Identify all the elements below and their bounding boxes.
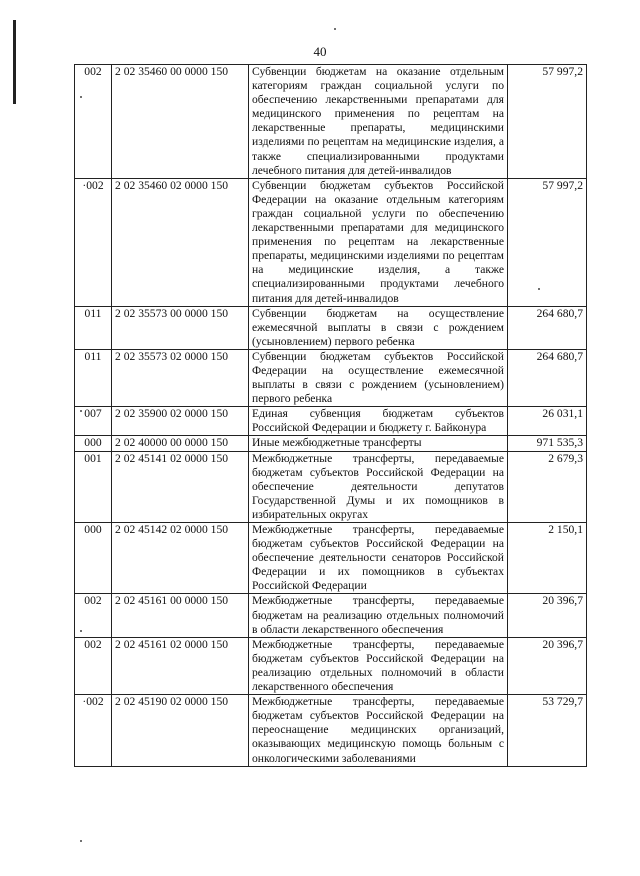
budget-classification-code-cell: 2 02 40000 00 0000 150	[112, 436, 249, 451]
revenue-name-cell: Субвенции бюджетам на осуществление ежемесячной выплаты в связи с рождением (усыновлением) первого ребенка	[249, 306, 508, 349]
scan-margin-mark	[13, 20, 16, 104]
admin-code-cell: 002	[75, 594, 112, 637]
revenue-name-cell: Субвенции бюджетам на оказание отдельным категориям граждан социальной услуги по обеспечению лекарственными препаратами для медицинского применения по рецептам на лекарственные препараты, медицинскими изделиями по рецептам на медицинские изделия, а также специализированными продуктами лечебного питания для детей-инвалидов	[249, 65, 508, 179]
table-row	[75, 436, 587, 451]
amount-cell: 2 679,3	[508, 451, 587, 522]
revenue-name-cell: Межбюджетные трансферты, передаваемые бюджетам субъектов Российской Федерации на обеспечение деятельности депутатов Государственной Думы и их помощников в избирательных округах	[249, 451, 508, 522]
budget-classification-code-cell: 2 02 45142 02 0000 150	[112, 523, 249, 594]
amount-cell: 971 535,3	[508, 436, 587, 451]
admin-code-cell: 000	[75, 436, 112, 451]
table-row	[75, 349, 587, 406]
page-number: 40	[313, 44, 327, 59]
budget-classification-code-cell: 2 02 45161 02 0000 150	[112, 637, 249, 694]
budget-table	[74, 64, 587, 767]
admin-code-cell: 011	[75, 306, 112, 349]
admin-code-cell: 001	[75, 451, 112, 522]
budget-table-body	[75, 65, 587, 767]
revenue-name-cell: Межбюджетные трансферты, передаваемые бюджетам на реализацию отдельных полномочий в области лекарственного обеспечения	[249, 594, 508, 637]
scan-speck	[80, 840, 82, 842]
amount-cell: 20 396,7	[508, 594, 587, 637]
admin-code-cell: 000	[75, 523, 112, 594]
table-row	[75, 594, 587, 637]
revenue-name-cell: Межбюджетные трансферты, передаваемые бюджетам субъектов Российской Федерации на обеспечение деятельности сенаторов Российской Федерации и их помощников в субъектах Российской Федерации	[249, 523, 508, 594]
admin-code-cell: 011	[75, 349, 112, 406]
amount-cell: 264 680,7	[508, 349, 587, 406]
revenue-name-cell: Единая субвенция бюджетам субъектов Российской Федерации и бюджету г. Байконура	[249, 407, 508, 436]
amount-cell: 57 997,2	[508, 65, 587, 179]
table-row	[75, 451, 587, 522]
table-row	[75, 178, 587, 306]
amount-cell: 20 396,7	[508, 637, 587, 694]
admin-code-cell: 007	[75, 407, 112, 436]
budget-classification-code-cell: 2 02 35460 02 0000 150	[112, 178, 249, 306]
table-row	[75, 306, 587, 349]
revenue-name-cell: Межбюджетные трансферты, передаваемые бюджетам субъектов Российской Федерации на реализацию отдельных полномочий в области лекарственного обеспечения	[249, 637, 508, 694]
table-row	[75, 637, 587, 694]
table-row	[75, 523, 587, 594]
admin-code-cell: ·002	[75, 178, 112, 306]
budget-classification-code-cell: 2 02 35900 02 0000 150	[112, 407, 249, 436]
revenue-name-cell: Межбюджетные трансферты, передаваемые бюджетам субъектов Российской Федерации на переоснащение медицинских организаций, оказывающих медицинскую помощь больным с онкологическими заболеваниями	[249, 695, 508, 766]
table-row	[75, 695, 587, 766]
amount-cell: 53 729,7	[508, 695, 587, 766]
amount-cell: 2 150,1	[508, 523, 587, 594]
budget-classification-code-cell: 2 02 45190 02 0000 150	[112, 695, 249, 766]
budget-classification-code-cell: 2 02 35460 00 0000 150	[112, 65, 249, 179]
amount-cell: 57 997,2	[508, 178, 587, 306]
budget-classification-code-cell: 2 02 35573 02 0000 150	[112, 349, 249, 406]
budget-classification-code-cell: 2 02 35573 00 0000 150	[112, 306, 249, 349]
budget-classification-code-cell: 2 02 45141 02 0000 150	[112, 451, 249, 522]
budget-classification-code-cell: 2 02 45161 00 0000 150	[112, 594, 249, 637]
table-row	[75, 65, 587, 179]
admin-code-cell: 002	[75, 637, 112, 694]
revenue-name-cell: Субвенции бюджетам субъектов Российской Федерации на оказание отдельным категориям граждан социальной услуги по обеспечению лекарственными препаратами для медицинского применения по рецептам на лекарственные препараты, медицинскими изделиями по рецептам на медицинские изделия, а также специализированными продуктами лечебного питания для детей-инвалидов	[249, 178, 508, 306]
revenue-name-cell: Субвенции бюджетам субъектов Российской Федерации на осуществление ежемесячной выплаты в связи с рождением (усыновлением) первого ребенка	[249, 349, 508, 406]
amount-cell: 264 680,7	[508, 306, 587, 349]
scan-speck	[334, 28, 336, 30]
admin-code-cell: ·002	[75, 695, 112, 766]
table-row	[75, 407, 587, 436]
revenue-name-cell: Иные межбюджетные трансферты	[249, 436, 508, 451]
admin-code-cell: 002	[75, 65, 112, 179]
amount-cell: 26 031,1	[508, 407, 587, 436]
